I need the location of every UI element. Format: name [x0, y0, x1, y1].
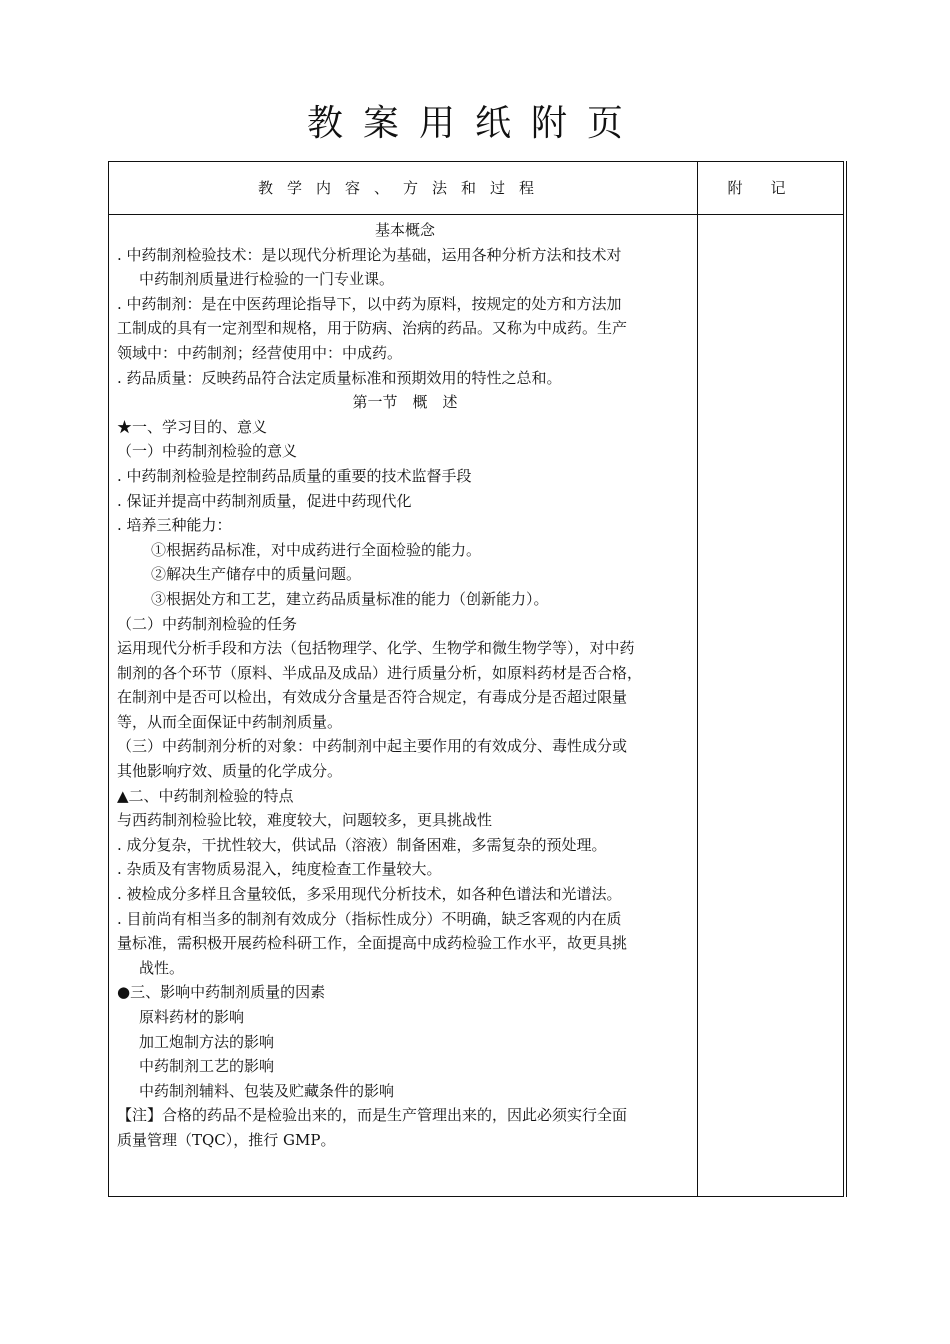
text-line: . 被检成分多样且含量较低，多采用现代分析技术，如各种色谱法和光谱法。 [117, 885, 622, 904]
text-line: . 目前尚有相当多的制剂有效成分（指标性成分）不明确，缺乏客观的内在质 [117, 909, 622, 928]
list-item: ①根据药品标准，对中成药进行全面检验的能力。 [151, 540, 482, 559]
header-notes: 附记 [727, 179, 814, 197]
text-line: 战性。 [139, 958, 185, 977]
table-header-row [109, 162, 843, 215]
text-line: 等，从而全面保证中药制剂质量。 [117, 712, 343, 731]
notes-cell [698, 215, 843, 1196]
heading-characteristics: ▲二、中药制剂检验的特点 [117, 786, 294, 805]
text-line: . 杂质及有害物质易混入，纯度检查工作量较大。 [117, 860, 442, 879]
heading-learning-purpose: ★一、学习目的、意义 [117, 417, 268, 436]
lesson-plan-table [108, 161, 844, 1197]
subheading: （一）中药制剂检验的意义 [117, 442, 298, 461]
text-line: . 中药制剂检验技术：是以现代分析理论为基础，运用各种分析方法和技术对 [117, 245, 622, 264]
list-item: ③根据处方和工艺，建立药品质量标准的能力（创新能力）。 [151, 589, 549, 608]
text-line: 量标准，需积极开展药检科研工作，全面提高中成药检验工作水平，故更具挑 [117, 934, 628, 953]
header-content-method-process: 教学内容、方法和过程 [257, 179, 548, 197]
text-line: 制剂的各个环节（原料、半成品及成品）进行质量分析，如原料药材是否合格， [117, 663, 643, 682]
text-line: 工制成的具有一定剂型和规格，用于防病、治病的药品。又称为中成药。生产 [117, 319, 628, 338]
text-line: . 中药制剂：是在中医药理论指导下，以中药为原料，按规定的处方和方法加 [117, 294, 622, 313]
text-line: . 中药制剂检验是控制药品质量的重要的技术监督手段 [117, 466, 472, 485]
list-item: 加工炮制方法的影响 [139, 1032, 275, 1051]
list-item: 中药制剂工艺的影响 [139, 1057, 275, 1076]
text-line: 在制剂中是否可以检出，有效成分含量是否符合规定，有毒成分是否超过限量 [117, 688, 628, 707]
text-line: 领域中：中药制剂；经营使用中：中成药。 [117, 343, 403, 362]
page-title: 教案用纸附页 [306, 103, 643, 144]
text-line: . 成分复杂，干扰性较大，供试品（溶液）制备困难，多需复杂的预处理。 [117, 835, 607, 854]
text-line: （三）中药制剂分析的对象：中药制剂中起主要作用的有效成分、毒性成分或 [117, 737, 628, 756]
note-line: 【注】合格的药品不是检验出来的，而是生产管理出来的，因此必须实行全面 [117, 1106, 628, 1125]
text-line: . 保证并提高中药制剂质量，促进中药现代化 [117, 491, 412, 510]
list-item: 原料药材的影响 [139, 1008, 245, 1026]
heading-quality-factors: ●三、影响中药制剂质量的因素 [117, 983, 326, 1002]
note-line: 质量管理（TQC），推行 GMP。 [117, 1130, 336, 1149]
subheading: （二）中药制剂检验的任务 [117, 614, 298, 633]
text-line: 运用现代分析手段和方法（包括物理学、化学、生物学和微生物学等），对中药 [117, 639, 635, 658]
text-line: 与西药制剂检验比较，难度较大，问题较多，更具挑战性 [117, 811, 493, 830]
list-item: ②解决生产储存中的质量问题。 [151, 565, 362, 584]
text-line: . 药品质量：反映药品符合法定质量标准和预期效用的特性之总和。 [117, 368, 562, 387]
section-heading-overview: 第一节 概 述 [352, 393, 458, 412]
teaching-content-cell [117, 218, 693, 1153]
text-line: 其他影响疗效、质量的化学成分。 [117, 762, 343, 781]
section-heading-basic-concepts: 基本概念 [374, 221, 435, 239]
list-item: 中药制剂辅料、包装及贮藏条件的影响 [139, 1081, 395, 1100]
text-line: 中药制剂质量进行检验的一门专业课。 [139, 270, 395, 289]
text-line: . 培养三种能力： [117, 516, 232, 535]
